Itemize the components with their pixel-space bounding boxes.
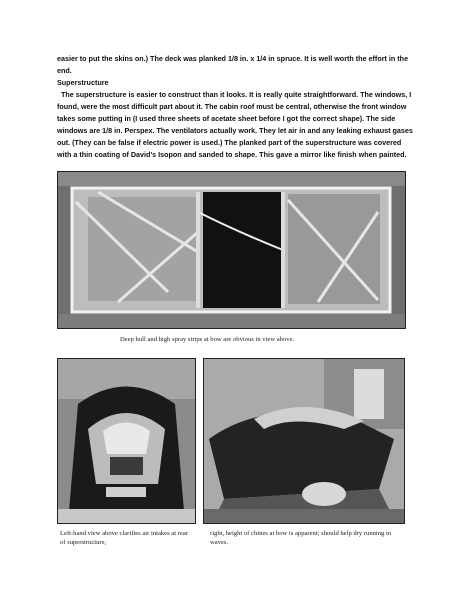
article-text bbox=[57, 53, 413, 161]
top-photo-caption: Deep hull and high spray strips at bow are obvious in view above. bbox=[120, 336, 295, 343]
hull-deck-image bbox=[58, 172, 405, 328]
left-photo-caption: Left-hand view above clarifies air intakes at rear of superstructure, bbox=[60, 530, 188, 546]
superstructure-photo bbox=[57, 358, 196, 524]
section-heading: Superstructure bbox=[57, 78, 109, 87]
bow-image bbox=[204, 359, 404, 523]
hull-deck-photo bbox=[57, 171, 406, 329]
body-paragraph: The superstructure is easier to construct than it looks. It is really quite straightforward. The windows, I found, were the most difficult part about it. The cabin roof must be central, otherwise the front window takes some putting in (I used three sheets of acetate sheet before I got the correct shape). The side windows are 1/8 in. Perspex. The ventilators actually work. They let air in and any leaking exhaust gases out. (They can be false if electric power is used.) The planked part of the superstructure was covered with a thin coating of David's Isopon and sanded to shape. This gave a mirror like finish when painted. bbox=[57, 90, 413, 159]
right-photo-caption: right, height of chines at bow is apparent; should help dry running in waves. bbox=[210, 530, 392, 546]
intro-line: easier to put the skins on.) The deck was planked 1/8 in. x 1/4 in spruce. It is well worth the effort in the end. bbox=[57, 54, 409, 75]
bow-photo bbox=[203, 358, 405, 524]
superstructure-image bbox=[58, 359, 195, 523]
